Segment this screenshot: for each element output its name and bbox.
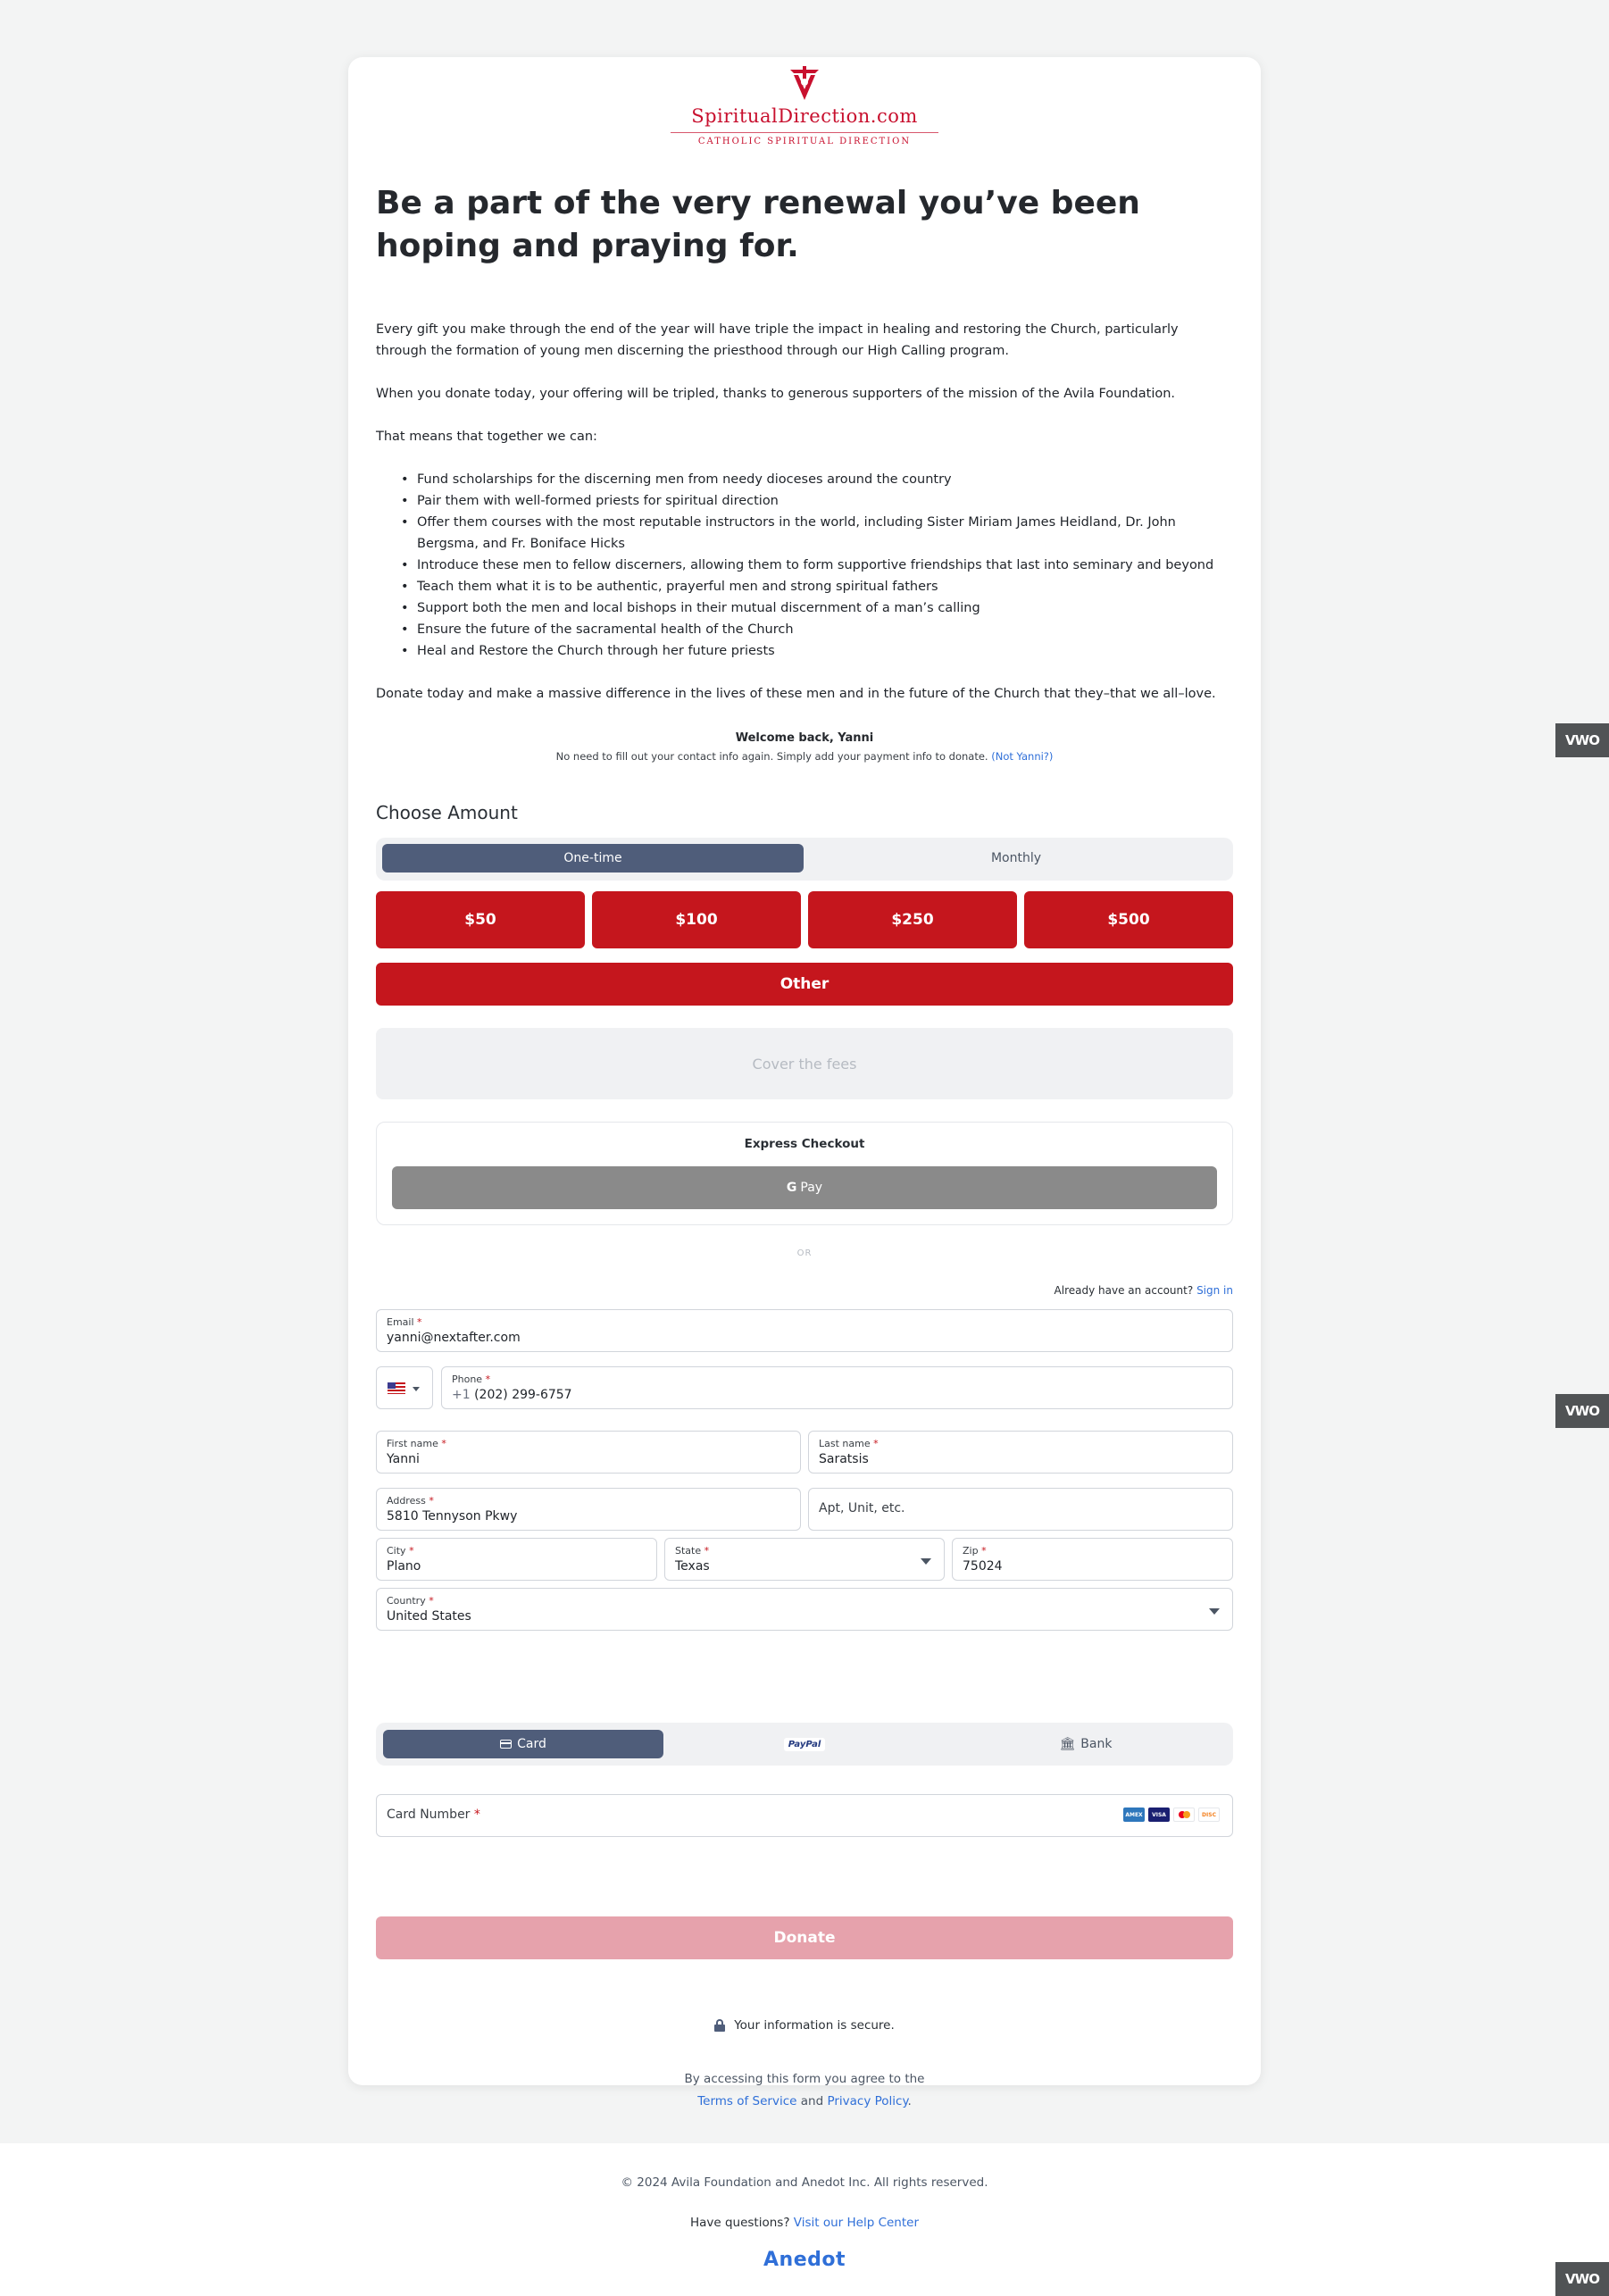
account-signin — [376, 1284, 1233, 1297]
sign-in-link[interactable]: Sign in — [1196, 1284, 1233, 1297]
cover-fees-option[interactable]: Cover the fees — [376, 1028, 1233, 1099]
required-mark: * — [429, 1595, 434, 1607]
appeal-paragraph: When you donate today, your offering will be tripled, thanks to generous supporters of the mission of the Avila Foundation. — [376, 387, 1176, 401]
help-line — [0, 2216, 1609, 2230]
apt-field[interactable] — [808, 1488, 1233, 1531]
first-name-field[interactable] — [376, 1431, 801, 1474]
address-value: 5810 Tennyson Pkwy — [387, 1509, 518, 1524]
amex-icon: AMEX — [1123, 1808, 1145, 1822]
vwo-badge[interactable]: VWO — [1555, 1394, 1609, 1428]
terms-notice — [376, 2068, 1233, 2113]
copyright: © 2024 Avila Foundation and Anedot Inc. All rights reserved. — [621, 2175, 988, 2190]
list-item: • Pair them with well-formed priests for spiritual direction — [397, 490, 1233, 512]
city-value: Plano — [387, 1559, 421, 1574]
frequency-one-time[interactable]: One-time — [382, 844, 804, 872]
page-footer — [0, 2143, 1609, 2296]
state-value: Texas — [675, 1559, 710, 1574]
zip-value: 75024 — [963, 1559, 1003, 1574]
vwo-badge[interactable]: VWO — [1555, 723, 1609, 757]
list-item: • Teach them what it is to be authentic, prayerful men and strong spiritual fathers — [397, 576, 1233, 597]
country-code-select[interactable] — [376, 1366, 433, 1409]
country-label — [387, 1595, 434, 1607]
country-select[interactable] — [376, 1588, 1233, 1631]
phone-number: (202) 299-6757 — [474, 1388, 572, 1402]
email-field[interactable] — [376, 1309, 1233, 1352]
phone-prefix: +1 — [452, 1388, 471, 1402]
express-checkout-title: Express Checkout — [744, 1137, 865, 1151]
google-pay-label: Pay — [800, 1181, 823, 1195]
mastercard-icon — [1173, 1808, 1195, 1822]
logo-tagline: CATHOLIC SPIRITUAL DIRECTION — [697, 137, 912, 146]
terms-of-service-link[interactable]: Terms of Service — [697, 2094, 797, 2108]
tab-bank-label: Bank — [1080, 1737, 1113, 1751]
phone-label — [452, 1373, 490, 1385]
privacy-policy-link[interactable]: Privacy Policy — [827, 2094, 908, 2108]
welcome-title: Welcome back, Yanni — [735, 731, 874, 745]
email-label-text: Email — [387, 1316, 414, 1328]
email-label — [387, 1316, 422, 1328]
terms-prefix: By accessing this form you agree to the — [684, 2072, 925, 2086]
logo-cross-icon — [785, 64, 824, 104]
terms-links — [376, 2091, 1233, 2113]
payment-method-tabs — [376, 1723, 1233, 1766]
city-label-text: City — [387, 1545, 406, 1557]
bank-icon: 🏛 — [1059, 1737, 1076, 1751]
terms-and: and — [800, 2094, 824, 2108]
last-name-field[interactable] — [808, 1431, 1233, 1474]
frequency-toggle — [376, 838, 1233, 881]
phone-label-text: Phone — [452, 1373, 483, 1385]
vwo-badge[interactable]: VWO — [1555, 2262, 1609, 2296]
help-prefix: Have questions? — [689, 2216, 790, 2230]
page-headline: Be a part of the very renewal you’ve been hoping and praying for. — [376, 185, 1140, 264]
us-flag-icon — [388, 1382, 405, 1394]
appeal-paragraph: Donate today and make a massive difference in the lives of these men and in the future of the Church that they–that we all–love. — [376, 687, 1216, 701]
or-label: OR — [796, 1248, 813, 1258]
first-name-label — [387, 1438, 446, 1449]
or-divider — [376, 1248, 1233, 1266]
tab-paypal[interactable] — [664, 1730, 945, 1758]
address-field[interactable] — [376, 1488, 801, 1531]
chevron-down-icon — [921, 1558, 931, 1565]
appeal-paragraph: Every gift you make through the end of the year will have triple the impact in healing and restoring the Church, particularly through the formation of young men discerning the priesthood through our High Calling program. — [376, 322, 1179, 358]
country-value: United States — [387, 1609, 471, 1624]
last-name-label — [819, 1438, 879, 1449]
logo-divider — [671, 132, 938, 133]
terms-period: . — [907, 2094, 912, 2108]
secure-notice — [376, 2018, 1233, 2033]
frequency-monthly[interactable]: Monthly — [990, 851, 1042, 865]
donation-card — [348, 57, 1261, 2108]
list-item: • Introduce these men to fellow discerners, allowing them to form supportive friendships that last into seminary and beyond — [397, 555, 1233, 576]
card-number-field[interactable] — [376, 1794, 1233, 1837]
google-pay-button[interactable] — [392, 1166, 1217, 1209]
logo[interactable] — [348, 64, 1261, 146]
chevron-down-icon — [413, 1387, 420, 1391]
address-label-text: Address — [387, 1495, 426, 1507]
amount-100-button[interactable]: $100 — [592, 891, 801, 948]
state-label — [675, 1545, 709, 1557]
list-item: • Heal and Restore the Church through her future priests — [397, 640, 1233, 662]
required-mark: * — [417, 1316, 422, 1328]
phone-field[interactable] — [441, 1366, 1233, 1409]
list-item: • Offer them courses with the most reputable instructors in the world, including Sister Miriam James Heidland, Dr. John Bergsma, and Fr. Boniface Hicks — [397, 512, 1233, 555]
visa-icon: VISA — [1148, 1808, 1170, 1822]
appeal-text — [376, 319, 1233, 726]
logo-name: SpiritualDirection.com — [691, 105, 918, 127]
credit-card-icon — [500, 1740, 512, 1749]
chevron-down-icon — [1209, 1608, 1220, 1615]
impact-list — [376, 469, 1233, 662]
discover-icon: DISC — [1198, 1808, 1220, 1822]
apt-placeholder: Apt, Unit, etc. — [819, 1501, 905, 1515]
first-name-label-text: First name — [387, 1438, 438, 1449]
express-checkout — [376, 1122, 1233, 1225]
account-prompt: Already have an account? — [1054, 1284, 1194, 1297]
card-number-label-text: Card Number — [387, 1808, 471, 1822]
donate-button[interactable]: Donate — [376, 1916, 1233, 1959]
zip-field[interactable] — [952, 1538, 1233, 1581]
paypal-logo-icon: PayPal — [784, 1738, 826, 1751]
google-g-icon: G — [786, 1181, 797, 1195]
required-mark: * — [873, 1438, 879, 1449]
preset-amounts — [376, 891, 1233, 948]
help-center-link[interactable]: Visit our Help Center — [793, 2216, 920, 2230]
email-value: yanni@nextafter.com — [387, 1331, 521, 1345]
welcome-subtitle-text: No need to fill out your contact info again. Simply add your payment info to donate. — [555, 750, 988, 763]
required-mark: * — [429, 1495, 434, 1507]
required-mark: * — [485, 1373, 491, 1385]
required-mark: * — [473, 1808, 480, 1822]
amount-250-button[interactable]: $250 — [808, 891, 1017, 948]
tab-bank[interactable] — [946, 1730, 1226, 1758]
anedot-logo[interactable]: Anedot — [763, 2249, 846, 2271]
first-name-value: Yanni — [387, 1452, 420, 1466]
last-name-label-text: Last name — [819, 1438, 871, 1449]
required-mark: * — [441, 1438, 446, 1449]
list-item: • Fund scholarships for the discerning men from needy dioceses around the country — [397, 469, 1233, 490]
address-label — [387, 1495, 434, 1507]
list-item: • Support both the men and local bishops in their mutual discernment of a man’s calling — [397, 597, 1233, 619]
choose-amount-heading: Choose Amount — [376, 802, 518, 823]
amount-50-button[interactable]: $50 — [376, 891, 585, 948]
tab-card[interactable] — [383, 1730, 663, 1758]
secure-text: Your information is secure. — [734, 2018, 895, 2033]
required-mark: * — [704, 1545, 710, 1557]
required-mark: * — [409, 1545, 414, 1557]
welcome-subtitle — [376, 750, 1233, 763]
phone-value — [452, 1388, 572, 1402]
other-amount-button[interactable]: Other — [376, 963, 1233, 1006]
list-item: • Ensure the future of the sacramental health of the Church — [397, 619, 1233, 640]
card-brand-logos — [1123, 1808, 1220, 1822]
state-label-text: State — [675, 1545, 702, 1557]
required-mark: * — [981, 1545, 987, 1557]
welcome-back — [376, 731, 1233, 763]
zip-label-text: Zip — [963, 1545, 979, 1557]
country-label-text: Country — [387, 1595, 426, 1607]
appeal-paragraph: That means that together we can: — [376, 430, 597, 444]
card-number-label — [387, 1808, 480, 1822]
last-name-value: Saratsis — [819, 1452, 869, 1466]
lock-icon — [714, 2019, 725, 2032]
city-field[interactable] — [376, 1538, 657, 1581]
state-select[interactable] — [664, 1538, 945, 1581]
tab-card-label: Card — [517, 1737, 546, 1751]
city-label — [387, 1545, 414, 1557]
zip-label — [963, 1545, 987, 1557]
amount-500-button[interactable]: $500 — [1024, 891, 1233, 948]
not-you-link[interactable]: (Not Yanni?) — [991, 750, 1054, 763]
